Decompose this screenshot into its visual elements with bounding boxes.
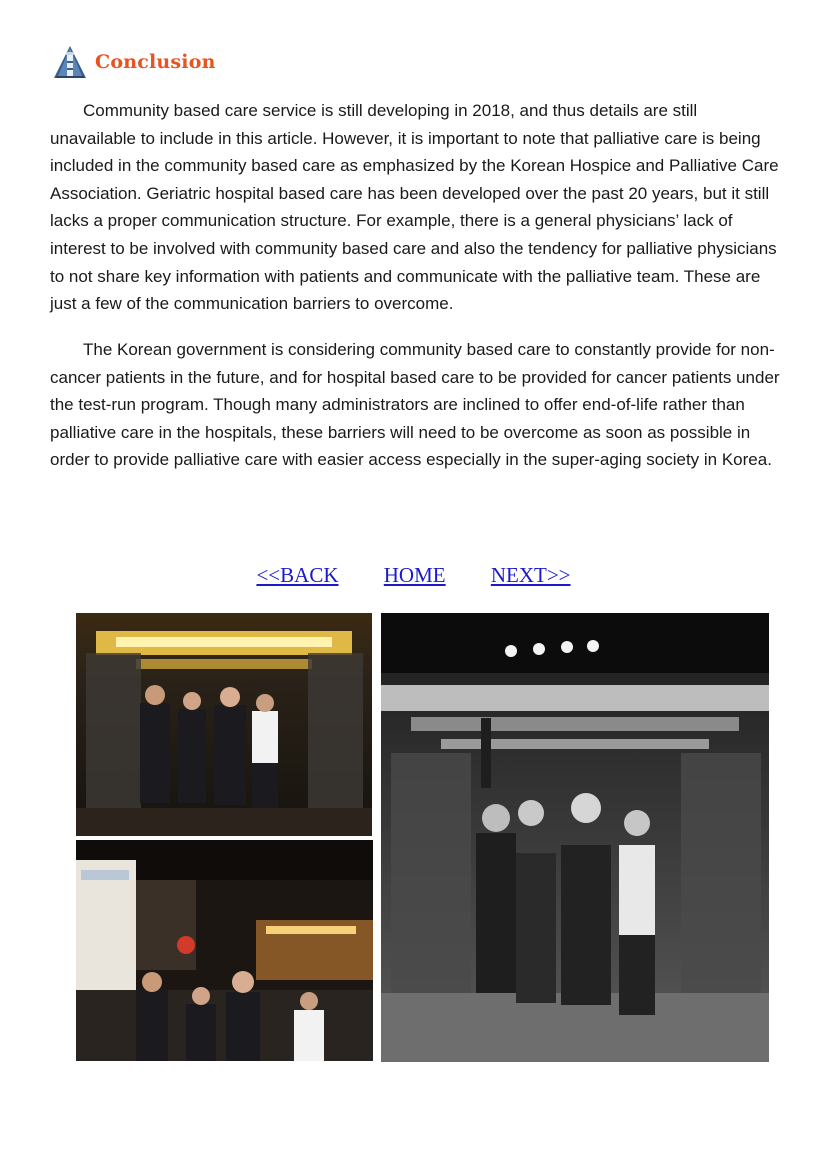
group-photo-elevator — [76, 613, 372, 836]
back-link[interactable]: <<BACK — [256, 563, 339, 587]
paragraph-1: Community based care service is still developing in 2018, and thus details are still unavailable to include in this article. However, it is important to note that palliative care is being included in the community based care as emphasized by the Korean Hospice and Palliative Care Association. Geriatric hospital based care has been developed over the past 20 years, but it still lacks a proper communication structure. For example, there is a general physicians’ lack of interest to be involved with community based care and also the tendency for palliative physicians to not share key information with patients and communicate with the palliative team. These are just a few of the communication barriers to overcome. — [50, 101, 779, 314]
page-navigation — [0, 563, 827, 588]
next-link[interactable]: NEXT>> — [490, 563, 571, 587]
lighthouse-icon — [52, 44, 88, 80]
section-title: Conclusion — [95, 51, 216, 73]
section-heading — [52, 44, 216, 80]
paragraph-2: The Korean government is considering community based care to constantly provide for non-cancer patients in the future, and for hospital based care to be provided for cancer patients under the test-run program. Though many administrators are inclined to offer end-of-life rather than palliative care in the hospitals, these barriers will need to be overcome as soon as possible in order to provide palliative care with easier access especially in the super-aging society in Korea. — [50, 340, 780, 470]
group-photo-night-market — [76, 840, 373, 1061]
home-link[interactable]: HOME — [383, 563, 446, 587]
selfie-photo-elevator-bw — [381, 613, 769, 1062]
